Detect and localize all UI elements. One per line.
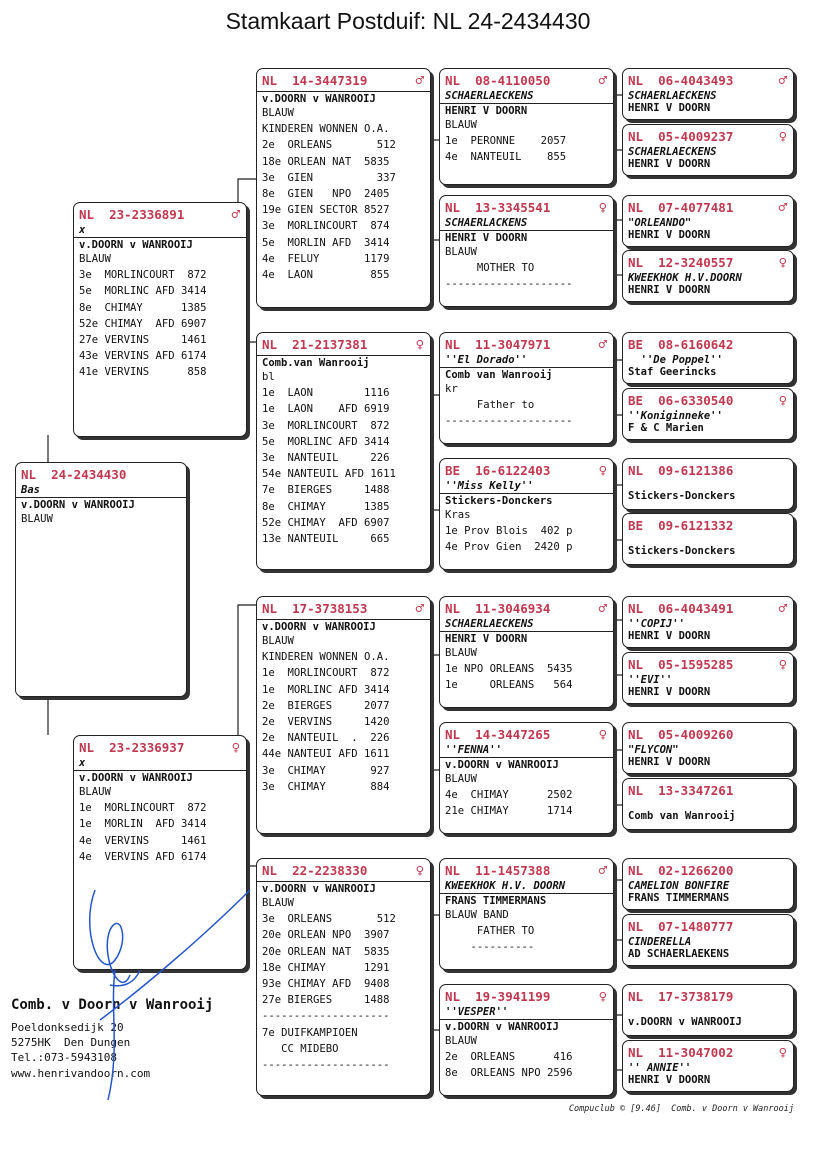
result-line: 2e BIERGES 2077 — [262, 699, 390, 712]
ring-number: BE 06-6330540 — [628, 393, 734, 408]
ring-number: NL 14-3447319 — [262, 73, 368, 88]
dashed-line: ---------- — [445, 941, 535, 954]
owner: v.DOORN v WANROOIJ — [21, 499, 135, 511]
divider — [257, 91, 430, 92]
result-line: 5e MORLINC AFD 3414 — [262, 435, 390, 448]
pigeon-card-gen4-7[interactable] — [622, 458, 794, 510]
divider — [440, 893, 613, 894]
pigeon-name: ''VESPER'' — [445, 1006, 509, 1018]
owner: HENRI V DOORN — [445, 232, 528, 244]
pigeon-name: "ORLEANDO" — [628, 217, 692, 229]
result-line: 3e NANTEUIL 226 — [262, 452, 390, 465]
male-icon: ♂ — [598, 72, 607, 89]
pigeon-card-gen4-11[interactable] — [622, 722, 794, 774]
ring-number: NL 21-2137381 — [262, 337, 368, 352]
pigeon-name: SCHAERLAECKENS — [628, 90, 717, 102]
info-line: BLAUW — [79, 253, 111, 265]
owner: Stickers-Donckers — [628, 490, 736, 502]
pigeon-card-mmm[interactable] — [439, 984, 614, 1096]
title-line: 7e DUIFKAMPIOEN — [262, 1026, 358, 1039]
owner: v.DOORN v WANROOIJ — [445, 759, 559, 771]
result-line: 1e MORLINCOURT 872 — [79, 802, 207, 815]
result-line: 8e ORLEANS NPO 2596 — [445, 1067, 573, 1080]
female-icon: ♀ — [778, 128, 787, 145]
pigeon-card-gen4-14[interactable] — [622, 914, 794, 966]
info-line: MOTHER TO — [445, 262, 535, 275]
pigeon-name: SCHAERLAECKENS — [628, 146, 717, 158]
result-line: 52e CHIMAY AFD 6907 — [262, 516, 390, 529]
owner: Comb van Wanrooij — [445, 369, 553, 381]
pigeon-card-gen4-3[interactable] — [622, 195, 794, 247]
result-line: 1e PERONNE 2057 — [445, 135, 567, 148]
pigeon-card-gen4-12[interactable] — [622, 778, 794, 830]
result-line: 54e NANTEUIL AFD 1611 — [262, 468, 396, 481]
breeder-website-link[interactable]: www.henrivandoorn.com — [11, 1067, 151, 1080]
owner: v.DOORN v WANROOIJ — [262, 621, 376, 633]
ring-number: NL 11-3046934 — [445, 601, 551, 616]
pigeon-name: CINDERELLA — [628, 936, 692, 948]
owner: Stickers-Donckers — [445, 495, 553, 507]
ring-number: NL 22-2238330 — [262, 863, 368, 878]
info-line: FATHER TO — [445, 925, 535, 938]
result-line: 27e VERVINS 1461 — [79, 334, 207, 347]
female-icon: ♀ — [415, 862, 424, 879]
info-line: Kras — [445, 509, 471, 521]
pigeon-name: x — [79, 224, 86, 236]
female-icon: ♀ — [598, 988, 607, 1005]
result-line: 1e Prov Blois 402 p — [445, 525, 573, 538]
result-line: 1e MORLIN AFD 3414 — [79, 818, 207, 831]
result-line: 3e MORLINCOURT 874 — [262, 220, 390, 233]
result-line: 8e GIEN NPO 2405 — [262, 188, 390, 201]
info-line: KINDEREN WONNEN O.A. — [262, 123, 390, 136]
result-line: 93e CHIMAY AFD 9408 — [262, 978, 390, 991]
male-icon: ♂ — [415, 72, 424, 89]
info-line: BLAUW — [262, 107, 294, 119]
pigeon-name: KWEEKHOK H.V.DOORN — [628, 272, 742, 284]
pigeon-card-gen4-13[interactable] — [622, 858, 794, 910]
divider — [74, 770, 246, 771]
pigeon-name: "FLYCON" — [628, 744, 679, 756]
pigeon-card-gen4-15[interactable] — [622, 984, 794, 1036]
owner: HENRI V DOORN — [628, 229, 711, 241]
owner: HENRI V DOORN — [628, 284, 711, 296]
divider — [257, 881, 430, 882]
result-line: 2e VERVINS 1420 — [262, 716, 390, 729]
pigeon-card-gen4-8[interactable] — [622, 513, 794, 565]
pigeon-name: SCHAERLAECKENS — [445, 618, 534, 630]
ring-number: NL 24-2434430 — [21, 467, 127, 482]
page-title: Stamkaart Postduif: NL 24-2434430 — [225, 8, 591, 34]
male-icon: ♂ — [598, 600, 607, 617]
divider — [440, 757, 613, 758]
divider — [440, 631, 613, 632]
divider — [257, 619, 430, 620]
breeder-address: Poeldonksedijk 20 — [11, 1021, 124, 1034]
pigeon-card-gen4-2[interactable] — [622, 124, 794, 176]
pigeon-card-mfm[interactable] — [439, 722, 614, 834]
pigeon-card-subject[interactable] — [15, 462, 187, 697]
female-icon: ♀ — [415, 336, 424, 353]
ring-number: NL 11-3047002 — [628, 1045, 734, 1060]
result-line: 52e CHIMAY AFD 6907 — [79, 317, 207, 330]
female-icon: ♀ — [778, 392, 787, 409]
owner: v.DOORN v WANROOIJ — [79, 772, 193, 784]
ring-number: NL 11-3047971 — [445, 337, 551, 352]
ring-number: NL 05-4009260 — [628, 727, 734, 742]
result-line: 13e NANTEUIL 665 — [262, 533, 390, 546]
owner: Comb van Wanrooij — [628, 810, 736, 822]
pigeon-name: SCHAERLACKENS — [445, 217, 528, 229]
result-line: 4e Prov Gien 2420 p — [445, 541, 573, 554]
result-line: 41e VERVINS 858 — [79, 366, 207, 379]
ring-number: BE 08-6160642 — [628, 337, 734, 352]
result-line: 1e ORLEANS 564 — [445, 679, 573, 692]
pigeon-card-mf[interactable] — [256, 596, 431, 834]
pigeon-card-fff[interactable] — [439, 68, 614, 185]
ring-number: BE 16-6122403 — [445, 463, 551, 478]
dashed-line: -------------------- — [262, 1010, 390, 1023]
ring-number: NL 08-4110050 — [445, 73, 551, 88]
result-line: 18e ORLEAN NAT 5835 — [262, 155, 390, 168]
info-line: KINDEREN WONNEN O.A. — [262, 651, 390, 664]
owner: HENRI V DOORN — [628, 630, 711, 642]
result-line: 4e FELUY 1179 — [262, 252, 390, 265]
owner: Staf Geerincks — [628, 366, 717, 378]
divider — [440, 1019, 613, 1020]
result-line: 7e BIERGES 1488 — [262, 484, 390, 497]
male-icon: ♂ — [598, 862, 607, 879]
result-line: 1e LAON 1116 — [262, 387, 390, 400]
info-line: kr — [445, 383, 458, 395]
dashed-line: -------------------- — [262, 1059, 390, 1072]
info-line: BLAUW BAND — [445, 909, 509, 921]
result-line: 27e BIERGES 1488 — [262, 994, 390, 1007]
pigeon-card-mmf[interactable] — [439, 858, 614, 970]
ring-number: BE 09-6121332 — [628, 518, 734, 533]
ring-number: NL 12-3240557 — [628, 255, 734, 270]
info-line: bl — [262, 371, 275, 383]
result-line: 3e ORLEANS 512 — [262, 913, 396, 926]
ring-number: NL 23-2336891 — [79, 207, 185, 222]
owner: FRANS TIMMERMANS — [445, 895, 547, 907]
pigeon-card-gen4-6[interactable] — [622, 388, 794, 440]
result-line: 8e CHIMAY 1385 — [79, 301, 207, 314]
pigeon-name: ''Miss Kelly'' — [445, 480, 534, 492]
result-line: 19e GIEN SECTOR 8527 — [262, 204, 390, 217]
pigeon-name: ''De Poppel'' — [628, 354, 723, 366]
info-line: Father to — [445, 399, 535, 412]
female-icon: ♀ — [598, 199, 607, 216]
result-line: 3e CHIMAY 884 — [262, 780, 390, 793]
dashed-line: -------------------- — [445, 415, 573, 428]
ring-number: NL 06-4043491 — [628, 601, 734, 616]
title-line: CC MIDEBO — [262, 1042, 339, 1055]
ring-number: NL 13-3347261 — [628, 783, 734, 798]
result-line: 4e CHIMAY 2502 — [445, 789, 573, 802]
owner: HENRI V DOORN — [628, 158, 711, 170]
ring-number: NL 13-3345541 — [445, 200, 551, 215]
info-line: BLAUW — [445, 1035, 477, 1047]
pigeon-name: ''COPIJ'' — [628, 618, 685, 630]
result-line: 4e LAON 855 — [262, 269, 390, 282]
result-line: 1e NPO ORLEANS 5435 — [445, 663, 573, 676]
pigeon-card-father[interactable] — [73, 202, 247, 437]
owner: v.DOORN v WANROOIJ — [445, 1021, 559, 1033]
owner: v.DOORN v WANROOIJ — [79, 239, 193, 251]
result-line: 20e ORLEAN NAT 5835 — [262, 945, 390, 958]
result-line: 43e VERVINS AFD 6174 — [79, 350, 207, 363]
pigeon-card-fmm[interactable] — [439, 458, 614, 570]
result-line: 3e GIEN 337 — [262, 171, 396, 184]
owner: Comb.van Wanrooij — [262, 357, 370, 369]
owner: v.DOORN v WANROOIJ — [262, 883, 376, 895]
result-line: 8e CHIMAY 1385 — [262, 500, 390, 513]
pigeon-name: SCHAERLAECKENS — [445, 90, 534, 102]
result-line: 4e VERVINS AFD 6174 — [79, 850, 207, 863]
ring-number: NL 02-1266200 — [628, 863, 734, 878]
result-line: 2e NANTEUIL . 226 — [262, 732, 390, 745]
male-icon: ♂ — [231, 206, 240, 223]
pigeon-card-gen4-5[interactable] — [622, 332, 794, 384]
female-icon: ♀ — [598, 462, 607, 479]
breeder-name: Comb. v Doorn v Wanrooij — [11, 997, 214, 1013]
result-line: 1e LAON AFD 6919 — [262, 403, 390, 416]
info-line: BLAUW — [262, 897, 294, 909]
divider — [440, 230, 613, 231]
ring-number: NL 17-3738153 — [262, 601, 368, 616]
owner: HENRI V DOORN — [445, 105, 528, 117]
result-line: 3e MORLINCOURT 872 — [79, 269, 207, 282]
male-icon: ♂ — [415, 600, 424, 617]
ring-number: NL 07-1480777 — [628, 919, 734, 934]
ring-number: NL 19-3941199 — [445, 989, 551, 1004]
ring-number: NL 07-4077481 — [628, 200, 734, 215]
divider — [257, 355, 430, 356]
male-icon: ♂ — [778, 199, 787, 216]
pigeon-name: KWEEKHOK H.V. DOORN — [445, 880, 566, 892]
info-line: BLAUW — [445, 246, 477, 258]
pigeon-name: '' ANNIE'' — [628, 1062, 692, 1074]
info-line: BLAUW — [79, 786, 111, 798]
result-line: 44e NANTEUI AFD 1611 — [262, 748, 390, 761]
result-line: 2e ORLEANS 416 — [445, 1051, 573, 1064]
divider — [440, 103, 613, 104]
female-icon: ♀ — [231, 739, 240, 756]
pigeon-card-ff[interactable] — [256, 68, 431, 308]
result-line: 20e ORLEAN NPO 3907 — [262, 929, 390, 942]
ring-number: NL 23-2336937 — [79, 740, 185, 755]
pigeon-card-mm[interactable] — [256, 858, 431, 1096]
result-line: 5e MORLINC AFD 3414 — [79, 285, 207, 298]
result-line: 2e ORLEANS 512 — [262, 139, 396, 152]
pigeon-card-gen4-16[interactable] — [622, 1040, 794, 1092]
divider — [440, 367, 613, 368]
pigeon-name: CAMELION BONFIRE — [628, 880, 730, 892]
pigeon-name: ''Koniginneke'' — [628, 410, 723, 422]
result-line: 1e MORLINCOURT 872 — [262, 667, 390, 680]
female-icon: ♀ — [598, 726, 607, 743]
pigeon-card-fm[interactable] — [256, 332, 431, 570]
female-icon: ♀ — [778, 1044, 787, 1061]
breeder-city: 5275HK Den Dungen — [11, 1036, 131, 1049]
result-line: 4e NANTEUIL 855 — [445, 151, 567, 164]
pigeon-card-gen4-1[interactable] — [622, 68, 794, 120]
result-line: 3e MORLINCOURT 872 — [262, 419, 390, 432]
pigeon-card-gen4-4[interactable] — [622, 250, 794, 302]
owner: Stickers-Donckers — [628, 545, 736, 557]
info-line: BLAUW — [445, 773, 477, 785]
result-line: 21e CHIMAY 1714 — [445, 805, 573, 818]
info-line: BLAUW — [445, 119, 477, 131]
female-icon: ♀ — [778, 254, 787, 271]
signature — [60, 870, 260, 1110]
ring-number: NL 05-4009237 — [628, 129, 734, 144]
info-line: BLAUW — [445, 647, 477, 659]
owner: HENRI V DOORN — [628, 756, 711, 768]
owner: v.DOORN v WANROOIJ — [262, 93, 376, 105]
pigeon-card-gen4-9[interactable] — [622, 596, 794, 648]
pigeon-card-gen4-10[interactable] — [622, 652, 794, 704]
divider — [440, 493, 613, 494]
owner: F & C Marien — [628, 422, 704, 434]
breeder-phone: Tel.:073-5943108 — [11, 1051, 117, 1064]
result-line: 1e MORLINC AFD 3414 — [262, 683, 390, 696]
owner: HENRI V DOORN — [628, 686, 711, 698]
pigeon-name: ''FENNA'' — [445, 744, 502, 756]
result-line: 18e CHIMAY 1291 — [262, 961, 390, 974]
pigeon-card-mff[interactable] — [439, 596, 614, 708]
ring-number: NL 17-3738179 — [628, 989, 734, 1004]
divider — [16, 497, 186, 498]
ring-number: NL 05-1595285 — [628, 657, 734, 672]
result-line: 3e CHIMAY 927 — [262, 764, 390, 777]
owner: HENRI V DOORN — [628, 1074, 711, 1086]
divider — [74, 237, 246, 238]
owner: HENRI V DOORN — [628, 102, 711, 114]
result-line: 4e VERVINS 1461 — [79, 834, 207, 847]
pigeon-card-ffm[interactable] — [439, 195, 614, 307]
female-icon: ♀ — [778, 656, 787, 673]
pigeon-name: ''EVI'' — [628, 674, 673, 686]
owner: HENRI V DOORN — [445, 633, 528, 645]
pigeon-name: ''El Dorado'' — [445, 354, 528, 366]
owner: v.DOORN v WANROOIJ — [628, 1016, 742, 1028]
pigeon-name: x — [79, 757, 86, 769]
dashed-line: -------------------- — [445, 278, 573, 291]
info-line: BLAUW — [21, 513, 53, 525]
info-line: BLAUW — [262, 635, 294, 647]
owner: AD SCHAERLAEKENS — [628, 948, 730, 960]
software-credit: Compuclub © [9.46] Comb. v Doorn v Wanrooij — [568, 1104, 794, 1114]
male-icon: ♂ — [778, 600, 787, 617]
ring-number: NL 14-3447265 — [445, 727, 551, 742]
pigeon-name: Bas — [21, 484, 40, 496]
male-icon: ♂ — [778, 72, 787, 89]
ring-number: NL 06-4043493 — [628, 73, 734, 88]
ring-number: NL 11-1457388 — [445, 863, 551, 878]
male-icon: ♂ — [598, 336, 607, 353]
result-line: 5e MORLIN AFD 3414 — [262, 236, 390, 249]
ring-number: NL 09-6121386 — [628, 463, 734, 478]
owner: FRANS TIMMERMANS — [628, 892, 730, 904]
pigeon-card-fmf[interactable] — [439, 332, 614, 444]
